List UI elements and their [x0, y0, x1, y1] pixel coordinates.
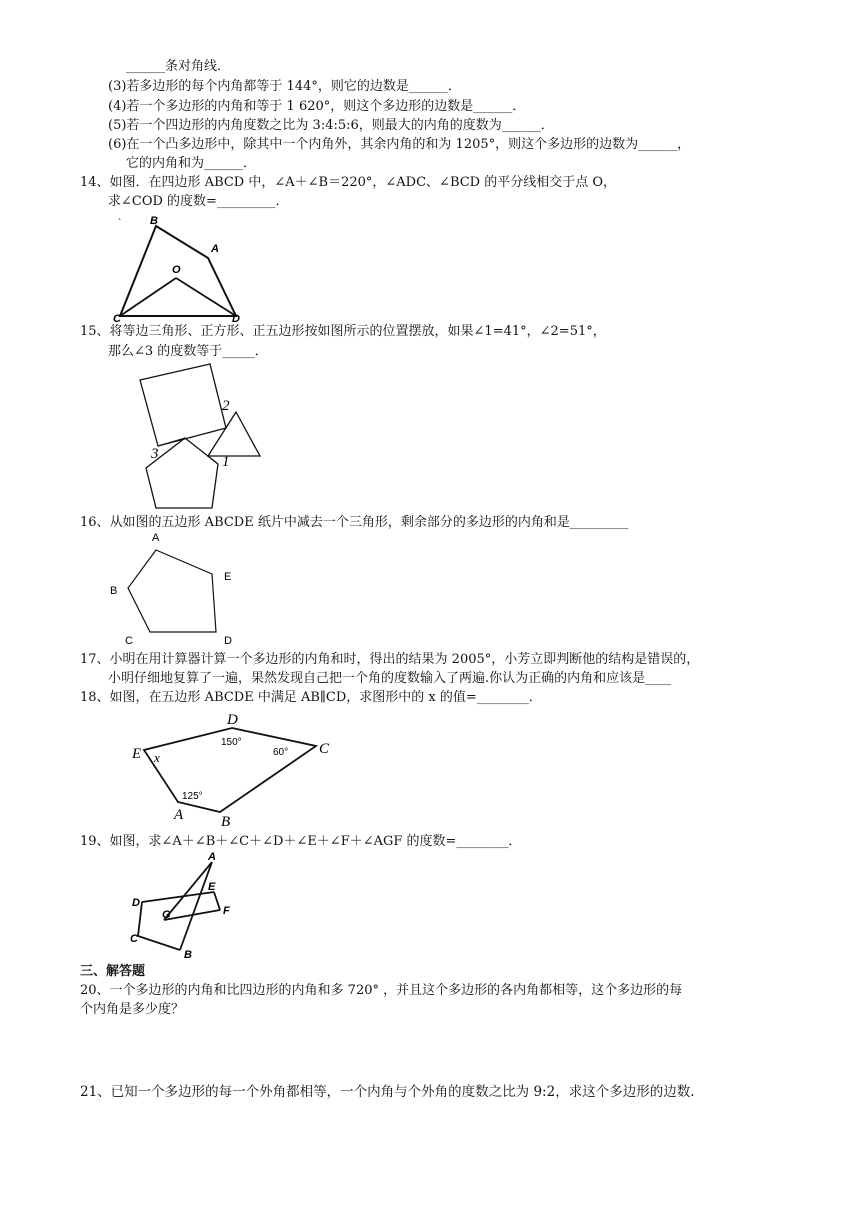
label-a: A — [211, 243, 219, 255]
tick-mark: ` — [118, 218, 122, 229]
angle-60-label: 60° — [273, 747, 289, 758]
label-e: E — [208, 881, 216, 893]
label-d: D — [224, 635, 232, 647]
label-f: F — [223, 905, 230, 917]
figure-quadrilateral-abcd — [110, 214, 250, 324]
label-c: C — [130, 933, 138, 945]
label-d: D — [132, 897, 140, 909]
label-b: B — [221, 814, 231, 830]
q16-text: 16、从如图的五边形 ABCDE 纸片中减去一个三角形，剩余部分的多边形的内角和是_________ — [80, 515, 629, 530]
label-o: O — [172, 264, 181, 276]
angle-2-label: 2 — [222, 398, 230, 414]
label-e: E — [224, 571, 232, 583]
figure-triangle-square-pentagon — [138, 360, 268, 516]
q15-text-cont: 那么∠3 的度数等于_____． — [108, 344, 268, 359]
label-c: C — [113, 313, 121, 325]
label-b: B — [184, 949, 192, 961]
q21-text: 21、已知一个多边形的每一个外角都相等，一个内角与个外角的度数之比为 9:2，求这个多边形的边数. — [80, 1084, 695, 1100]
label-a: A — [152, 532, 160, 544]
q17-text: 17、小明在用计算器计算一个多边形的内角和时，得出的结果为 2005°，小芳立即判断他的结构是错误的， — [80, 652, 700, 667]
q19-text: 19、如图，求∠A＋∠B＋∠C＋∠D＋∠E＋∠F＋∠AGF 的度数=________． — [80, 834, 522, 849]
angle-3-label: 3 — [151, 446, 159, 462]
q17-text-cont: 小明仔细地复算了一遍，果然发现自己把一个角的度数输入了两遍.你认为正确的内角和应该是____ — [108, 671, 672, 686]
q15-text: 15、将等边三角形、正方形、正五边形按如图所示的位置摆放，如果∠1=41°，∠2=51°， — [80, 324, 606, 339]
figure-star-polygon-agf — [128, 852, 248, 962]
q13-part3: (3)若多边形的每个内角都等于 144°，则它的边数是______． — [108, 79, 461, 94]
label-c: C — [319, 741, 330, 757]
q14-text-cont: 求∠COD 的度数=_________． — [108, 194, 289, 209]
angle-1-label: 1 — [222, 454, 230, 470]
figure-pentagon-abcde — [108, 534, 248, 646]
angle-125-label: 125° — [182, 791, 203, 802]
section-heading: 三、解答题 — [80, 964, 146, 979]
label-e: E — [132, 746, 142, 762]
q13-tail: ______条对角线． — [126, 59, 231, 74]
q13-part5: (5)若一个四边形的内角度数之比为 3:4:5:6，则最大的内角的度数为______． — [108, 118, 554, 133]
label-b: B — [150, 215, 158, 227]
label-a: A — [174, 807, 184, 823]
q13-part6: (6)在一个凸多边形中，除其中一个内角外，其余内角的和为 1205°，则这个多边形的边数为______， — [108, 137, 691, 152]
label-b: B — [110, 585, 118, 597]
angle-150-label: 150° — [221, 737, 242, 748]
q20-text: 20、一个多边形的内角和比四边形的内角和多 720° ，并且这个多边形的各内角都相等，这个多边形的每 — [80, 983, 683, 998]
label-c: C — [125, 635, 133, 647]
label-a: A — [208, 851, 216, 863]
angle-x-label: x — [154, 750, 160, 765]
q20-text-cont: 个内角是多少度？ — [80, 1002, 185, 1017]
figure-pentagon-ab-parallel-cd — [132, 712, 332, 830]
q13-part6-cont: 它的内角和为______． — [126, 156, 257, 171]
label-d: D — [227, 712, 238, 728]
label-d: D — [232, 313, 240, 325]
q13-part4: (4)若一个多边形的内角和等于 1 620°，则这个多边形的边数是______． — [108, 99, 526, 114]
label-g: G — [162, 909, 171, 921]
q14-text: 14、如图．在四边形 ABCD 中，∠A＋∠B＝220°，∠ADC、∠BCD 的平分线相交于点 O， — [80, 175, 617, 190]
q18-text: 18、如图，在五边形 ABCDE 中满足 AB∥CD，求图形中的 x 的值=________． — [80, 690, 542, 705]
